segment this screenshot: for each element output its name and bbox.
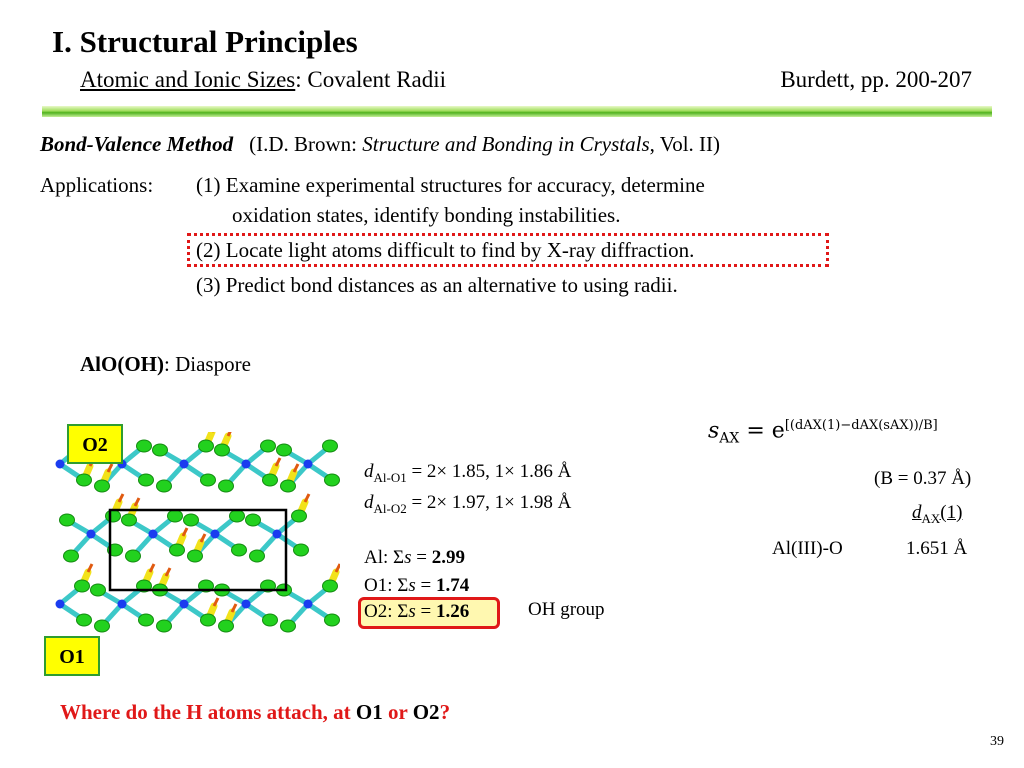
oxygen-atom [325, 474, 340, 486]
b-constant: (B = 0.37 Å) [874, 468, 972, 489]
oxygen-atom [137, 440, 152, 452]
oxygen-atom [157, 480, 172, 492]
aluminum-atom [56, 460, 65, 469]
mineral-heading [80, 352, 251, 377]
oxygen-atom [281, 620, 296, 632]
hydroxyl-tip [276, 458, 280, 466]
aluminum-atom [180, 600, 189, 609]
method-heading [40, 132, 720, 157]
oxygen-atom [219, 620, 234, 632]
oxygen-atom [201, 474, 216, 486]
hydroxyl-tip [294, 464, 298, 472]
oxygen-atom [199, 440, 214, 452]
hydroxyl-tip [135, 498, 139, 506]
oxygen-atom [281, 480, 296, 492]
oxygen-atom [95, 480, 110, 492]
oxygen-atom [77, 614, 92, 626]
aluminum-atom [149, 530, 158, 539]
oxygen-atom [188, 550, 203, 562]
aluminum-atom [211, 530, 220, 539]
sum-value: 1.26 [435, 601, 470, 622]
sum-label: Al: Σ [364, 547, 405, 568]
sum-symbol: s [408, 601, 416, 622]
oxygen-atom [246, 514, 261, 526]
slide-subtitle [80, 67, 446, 93]
oxygen-atom [157, 620, 172, 632]
dax-arg: (1) [940, 502, 963, 523]
oxygen-atom [77, 474, 92, 486]
aluminum-atom [180, 460, 189, 469]
bond-valence-formula [708, 418, 938, 447]
oxygen-atom [219, 480, 234, 492]
formula-lhs-sub: AX [719, 430, 740, 447]
mineral-formula-b: OH [124, 352, 157, 376]
question-o2: O2 [412, 700, 440, 724]
method-name: Bond-Valence Method [40, 132, 234, 156]
mineral-name: : Diaspore [164, 352, 251, 376]
aluminum-atom [242, 600, 251, 609]
hydroxyl-tip [119, 494, 123, 502]
o1-label: O1 [44, 636, 100, 676]
oxygen-atom [139, 614, 154, 626]
oxygen-atom [106, 510, 121, 522]
sum-eq: = [415, 601, 436, 622]
oxygen-atom [232, 544, 247, 556]
bond-type: Al(III)-O [772, 538, 843, 559]
hydroxyl-tip [336, 564, 340, 572]
dax-subscript: AX [921, 510, 941, 526]
reference: Burdett, pp. 200-207 [780, 67, 972, 92]
aluminum-atom [273, 530, 282, 539]
formula-eq: = e [739, 418, 785, 444]
sum-value: 2.99 [431, 547, 465, 568]
hydroxyl-tip [150, 564, 154, 572]
hydroxyl-tip [108, 464, 112, 472]
o2-label: O2 [67, 424, 123, 464]
question-or: or [382, 700, 413, 724]
aluminum-atom [304, 460, 313, 469]
question-prefix: Where do the H atoms attach, at [60, 700, 356, 724]
bond-value: 1.651 Å [906, 538, 968, 559]
aluminum-atom [242, 460, 251, 469]
hydroxyl-tip [232, 604, 236, 612]
hydroxyl-tip [214, 598, 218, 606]
oxygen-atom [184, 514, 199, 526]
oxygen-atom [263, 614, 278, 626]
oxygen-atom [75, 580, 90, 592]
hydroxyl-tip [166, 568, 170, 576]
oxygen-atom [292, 510, 307, 522]
formula-exponent: [(dAX(1)−dAX(sAX))/B] [784, 418, 938, 433]
subtitle-link[interactable]: Atomic and Ionic Sizes [80, 67, 296, 92]
oxygen-atom [122, 514, 137, 526]
sum-symbol: s [404, 547, 412, 568]
application-1-line2: oxidation states, identify bonding instabilities. [232, 203, 621, 227]
oxygen-atom [153, 444, 168, 456]
crystal-structure-diagram [40, 432, 340, 654]
hydroxyl-tip [183, 528, 187, 536]
dax-symbol: d [912, 502, 922, 523]
oxygen-atom [323, 440, 338, 452]
question-mark: ? [439, 700, 451, 724]
oxygen-atom [168, 510, 183, 522]
oxygen-atom [277, 444, 292, 456]
slide-title: I. Structural Principles [52, 24, 358, 59]
citation-title: Structure and Bonding in Crystals [362, 132, 650, 156]
oxygen-atom [230, 510, 245, 522]
aluminum-atom [56, 600, 65, 609]
hydroxyl-tip [305, 494, 309, 502]
sum-eq: = [415, 575, 436, 596]
sum-label: O1: Σ [364, 575, 409, 596]
distance-al-o1 [364, 461, 571, 486]
hydroxyl-tip [88, 564, 92, 572]
oxygen-atom [139, 474, 154, 486]
question-o1: O1 [355, 700, 383, 724]
formula-lhs: s [708, 418, 720, 444]
aluminum-atom [87, 530, 96, 539]
application-1-line1: (1) Examine experimental structures for accuracy, determine [196, 173, 705, 197]
oxygen-atom [60, 514, 75, 526]
sum-o1 [364, 575, 469, 597]
distance-symbol: d [364, 492, 374, 513]
dax-header [912, 502, 962, 527]
oxygen-atom [325, 614, 340, 626]
oxygen-atom [170, 544, 185, 556]
oxygen-atoms [60, 440, 340, 632]
mineral-formula-a: AlO( [80, 352, 125, 376]
sum-value: 1.74 [435, 575, 470, 596]
sum-symbol: s [408, 575, 416, 596]
application-3: (3) Predict bond distances as an alternative to using radii. [196, 273, 678, 297]
mineral-formula-c: ) [157, 352, 164, 376]
oxygen-atom [201, 614, 216, 626]
subtitle-rest: : Covalent Radii [295, 67, 447, 92]
application-2: (2) Locate light atoms difficult to find by X-ray diffraction. [196, 238, 695, 262]
distance-subscript: Al-O1 [373, 469, 407, 485]
oxygen-atom [294, 544, 309, 556]
sum-al [364, 547, 465, 569]
hydroxyl-tip [201, 534, 205, 542]
oxygen-atom [323, 580, 338, 592]
distance-value: = 2× 1.85, 1× 1.86 Å [406, 461, 572, 482]
oxygen-atom [91, 584, 106, 596]
aluminum-atom [118, 600, 127, 609]
citation-suffix: , Vol. II) [649, 132, 721, 156]
oxygen-atom [64, 550, 79, 562]
oxygen-atom [215, 444, 230, 456]
citation-prefix: (I.D. Brown: [249, 132, 363, 156]
oxygen-atom [250, 550, 265, 562]
oxygen-atom [261, 440, 276, 452]
page-number: 39 [990, 734, 1004, 749]
distance-subscript: Al-O2 [373, 500, 407, 516]
oxygen-atom [95, 620, 110, 632]
distance-symbol: d [364, 461, 374, 482]
title-divider [42, 106, 992, 117]
oh-group-label: OH group [528, 599, 605, 620]
oxygen-atom [263, 474, 278, 486]
sum-o2 [364, 601, 469, 623]
question-text [60, 700, 450, 725]
aluminum-atom [304, 600, 313, 609]
sum-eq: = [411, 547, 432, 568]
sum-label: O2: Σ [364, 601, 409, 622]
applications-label: Applications: [40, 173, 154, 197]
distance-value: = 2× 1.97, 1× 1.98 Å [406, 492, 572, 513]
distance-al-o2 [364, 492, 571, 517]
oxygen-atom [126, 550, 141, 562]
